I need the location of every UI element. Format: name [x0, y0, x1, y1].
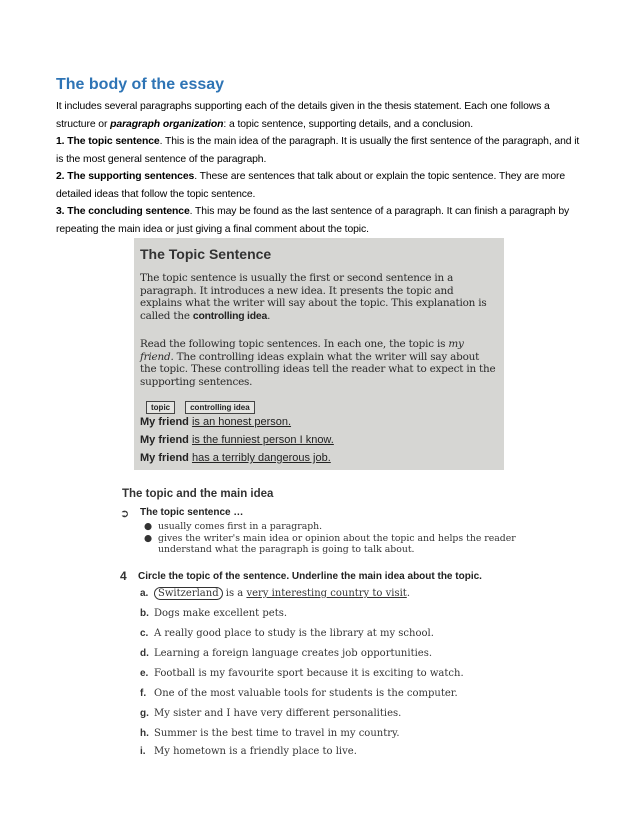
exercise-item: [140, 648, 432, 659]
topic-sentence-scan: [134, 238, 504, 470]
example-subject: My friend: [140, 416, 189, 428]
example-idea: is an honest person.: [191, 416, 292, 428]
item-letter: d.: [140, 648, 149, 659]
point-2: [56, 168, 584, 203]
example-idea: is the funniest person I know.: [191, 434, 334, 446]
item-text: One of the most valuable tools for students is the computer.: [154, 688, 458, 699]
scan1-title: The Topic Sentence: [140, 246, 272, 262]
item-text: A really good place to study is the library at my school.: [154, 628, 434, 639]
intro-paragraph: [56, 98, 584, 133]
scan1-para1-end: .: [267, 309, 271, 322]
item-letter: e.: [140, 668, 149, 679]
item-text: My sister and I have very different personalities.: [154, 708, 402, 719]
scan1-para2-italic: my friend: [140, 338, 464, 363]
item-letter: h.: [140, 728, 149, 739]
scan1-paragraph-2: [140, 338, 496, 388]
legend-topic: topic: [146, 401, 175, 414]
example-line-3: [140, 452, 331, 464]
item-letter: f.: [140, 688, 147, 699]
exercise-item: [140, 728, 400, 739]
exercise-instruction: Circle the topic of the sentence. Underline the main idea about the topic.: [138, 571, 482, 582]
example-subject: My friend: [140, 434, 189, 446]
item-text: Dogs make excellent pets.: [154, 608, 288, 619]
example-line-1: [140, 416, 291, 428]
bullet-dot-icon: ●: [144, 533, 153, 544]
item-text: Summer is the best time to travel in my country.: [154, 728, 400, 739]
arrow-icon: ➲: [120, 507, 130, 520]
page-title: The body of the essay: [56, 76, 225, 93]
scan1-para1-bold: controlling idea: [192, 310, 268, 322]
item-text: is a: [222, 588, 247, 599]
item-end: .: [406, 588, 410, 599]
point-1-label: 1. The topic sentence: [56, 136, 160, 147]
point-3-label: 3. The concluding sentence: [56, 206, 190, 217]
point-1-text: . This is the main idea of the paragraph. It is usually the first sentence of the paragraph, and it is the most general sentence of the paragraph.: [56, 136, 580, 165]
example-idea: has a terribly dangerous job.: [191, 452, 331, 464]
item-text: My hometown is a friendly place to live.: [154, 746, 357, 757]
item-text: Football is my favourite sport because it is exciting to watch.: [154, 668, 464, 679]
scan2-subtitle: The topic sentence …: [140, 507, 244, 518]
point-3: [56, 203, 584, 238]
exercise-item: [140, 608, 287, 619]
item-letter: i.: [140, 746, 146, 757]
main-idea-scan: [114, 482, 534, 757]
item-letter: b.: [140, 608, 149, 619]
scan1-para1-text: The topic sentence is usually the first or second sentence in a paragraph. It introduces a new idea. It presents the topic and explains what the writer will say about the topic. This explanation is called the: [140, 272, 487, 322]
example-subject: My friend: [140, 452, 189, 464]
exercise-item: [140, 668, 464, 679]
intro-bold-term: paragraph organization: [110, 118, 224, 130]
exercise-item: [140, 746, 357, 757]
legend-controlling-idea: controlling idea: [185, 401, 255, 414]
exercise-item: [140, 708, 401, 719]
exercise-item-a: [140, 588, 410, 599]
point-2-text: . These are sentences that talk about or explain the topic sentence. They are more detailed ideas that follow the topic sentence.: [56, 171, 566, 200]
exercise-number: 4: [120, 569, 127, 583]
scan1-para2-text: Read the following topic sentences. In each one, the topic is: [140, 338, 449, 350]
intro-text-end: : a topic sentence, supporting details, and a conclusion.: [223, 118, 474, 130]
intro-text: It includes several paragraphs supporting each of the details given in the thesis statement. Each one follows a structure or: [56, 101, 550, 130]
point-2-label: 2. The supporting sentences: [56, 171, 195, 182]
scan2-title: The topic and the main idea: [122, 488, 274, 500]
point-1: [56, 133, 584, 168]
underlined-idea: very interesting country to visit: [246, 588, 407, 599]
example-line-2: [140, 434, 334, 446]
point-3-text: . This may be found as the last sentence of a paragraph. It can finish a paragraph by repeating the main idea or just giving a final comment about the topic.: [56, 206, 570, 235]
bullet-text: gives the writer's main idea or opinion about the topic and helps the reader understand what the paragraph is going to talk about.: [158, 533, 516, 556]
item-text: Learning a foreign language creates job opportunities.: [154, 648, 433, 659]
item-letter: a.: [140, 588, 149, 599]
item-letter: c.: [140, 628, 149, 639]
scan1-para2-end: . The controlling ideas explain what the writer will say about the topic. These controlling ideas tell the reader what to expect in the supporting sentences.: [140, 350, 496, 388]
exercise-item: [140, 628, 434, 639]
bullet-dot-icon: ●: [144, 521, 153, 532]
bullet-text: usually comes first in a paragraph.: [158, 521, 323, 532]
scan1-paragraph-1: [140, 272, 496, 323]
exercise-item: [140, 688, 458, 699]
circled-topic: Switzerland: [154, 587, 223, 600]
scan1-legend: [146, 401, 255, 414]
item-letter: g.: [140, 708, 149, 719]
body-text: [56, 98, 584, 238]
